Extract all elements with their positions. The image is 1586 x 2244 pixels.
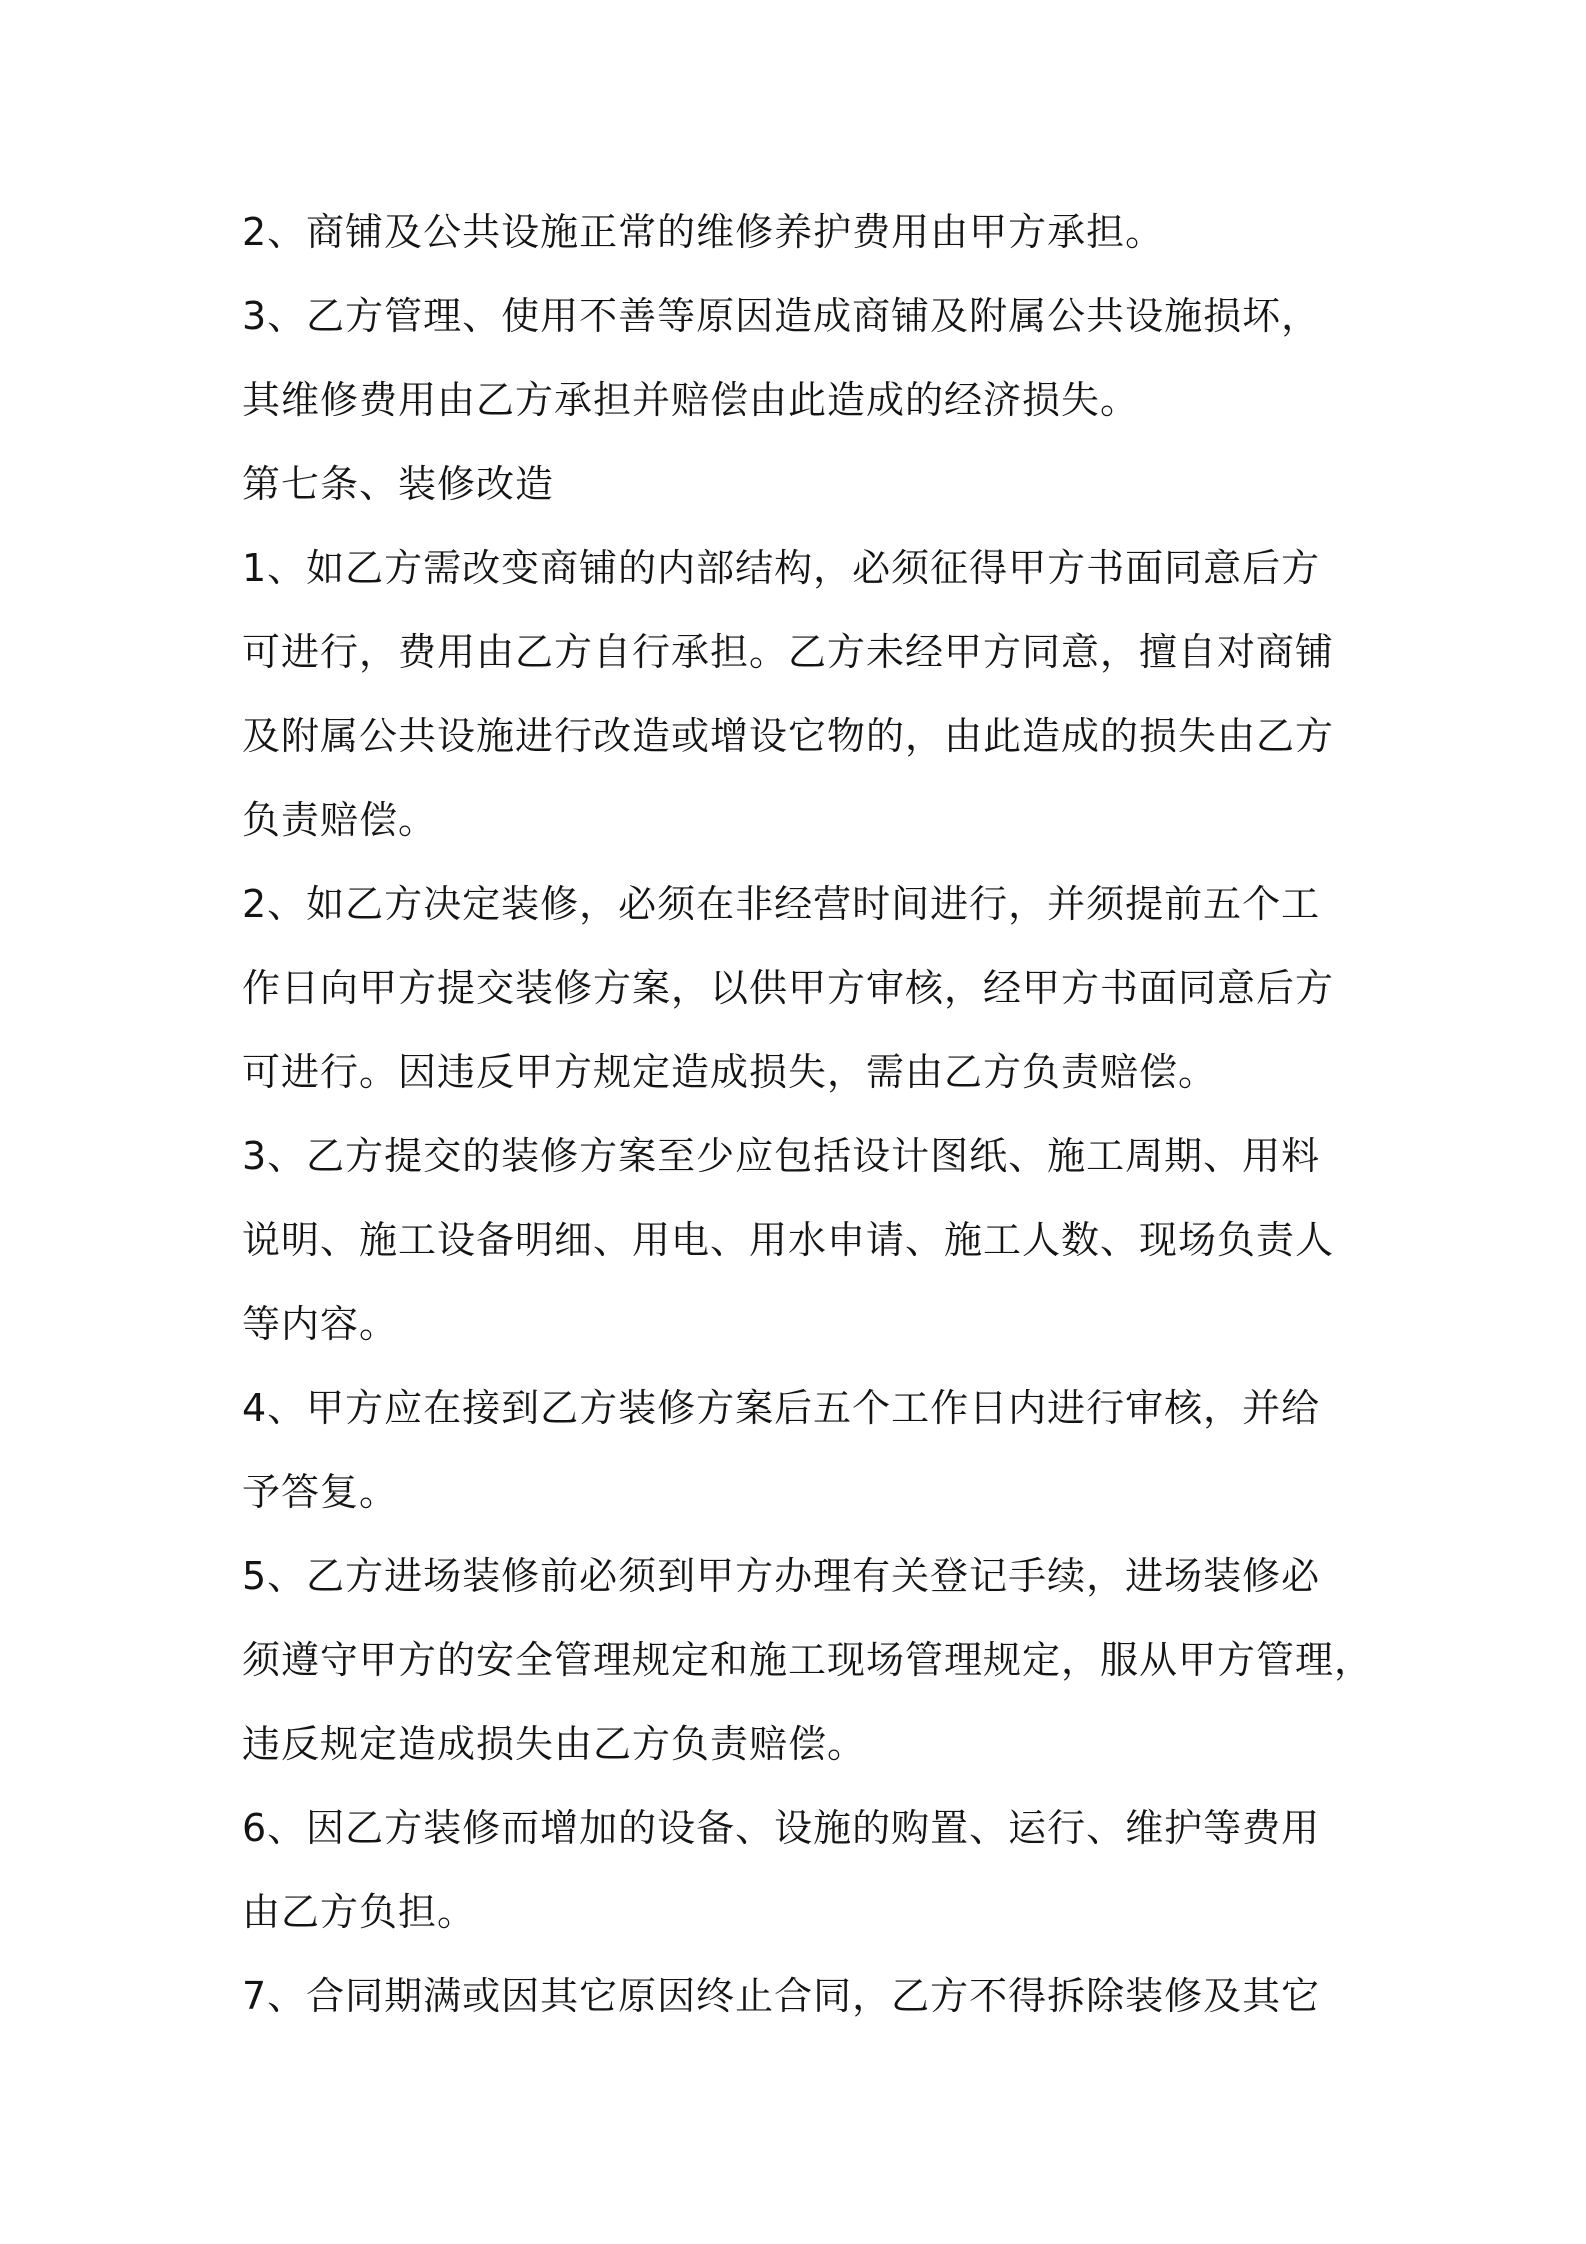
text-line: 作日向甲方提交装修方案，以供甲方审核，经甲方书面同意后方	[242, 966, 1335, 1010]
text-line: 2、如乙方决定装修，必须在非经营时间进行，并须提前五个工	[242, 882, 1321, 926]
section-heading: 第七条、装修改造	[242, 462, 555, 506]
text-line: 1、如乙方需改变商铺的内部结构，必须征得甲方书面同意后方	[242, 546, 1321, 590]
text-line: 其维修费用由乙方承担并赔偿由此造成的经济损失。	[242, 378, 1140, 422]
text-line: 等内容。	[242, 1302, 399, 1346]
text-line: 6、因乙方装修而增加的设备、设施的购置、运行、维护等费用	[242, 1806, 1321, 1850]
text-line: 4、甲方应在接到乙方装修方案后五个工作日内进行审核，并给	[242, 1386, 1321, 1430]
text-line: 可进行。因违反甲方规定造成损失，需由乙方负责赔偿。	[242, 1050, 1218, 1094]
text-line: 2、商铺及公共设施正常的维修养护费用由甲方承担。	[242, 210, 1165, 254]
text-line: 7、合同期满或因其它原因终止合同，乙方不得拆除装修及其它	[242, 1974, 1321, 2018]
text-line: 负责赔偿。	[242, 798, 438, 842]
text-line: 须遵守甲方的安全管理规定和施工现场管理规定，服从甲方管理，	[242, 1638, 1374, 1682]
text-line: 由乙方负担。	[242, 1890, 477, 1934]
text-line: 及附属公共设施进行改造或增设它物的，由此造成的损失由乙方	[242, 714, 1335, 758]
document-body	[242, 190, 1374, 2038]
text-line: 3、乙方管理、使用不善等原因造成商铺及附属公共设施损坏，	[242, 294, 1321, 338]
text-line: 5、乙方进场装修前必须到甲方办理有关登记手续，进场装修必	[242, 1554, 1321, 1598]
text-line: 违反规定造成损失由乙方负责赔偿。	[242, 1722, 867, 1766]
text-line: 可进行，费用由乙方自行承担。乙方未经甲方同意，擅自对商铺	[242, 630, 1335, 674]
text-line: 3、乙方提交的装修方案至少应包括设计图纸、施工周期、用料	[242, 1134, 1321, 1178]
text-line: 予答复。	[242, 1470, 399, 1514]
text-line: 说明、施工设备明细、用电、用水申请、施工人数、现场负责人	[242, 1218, 1335, 1262]
